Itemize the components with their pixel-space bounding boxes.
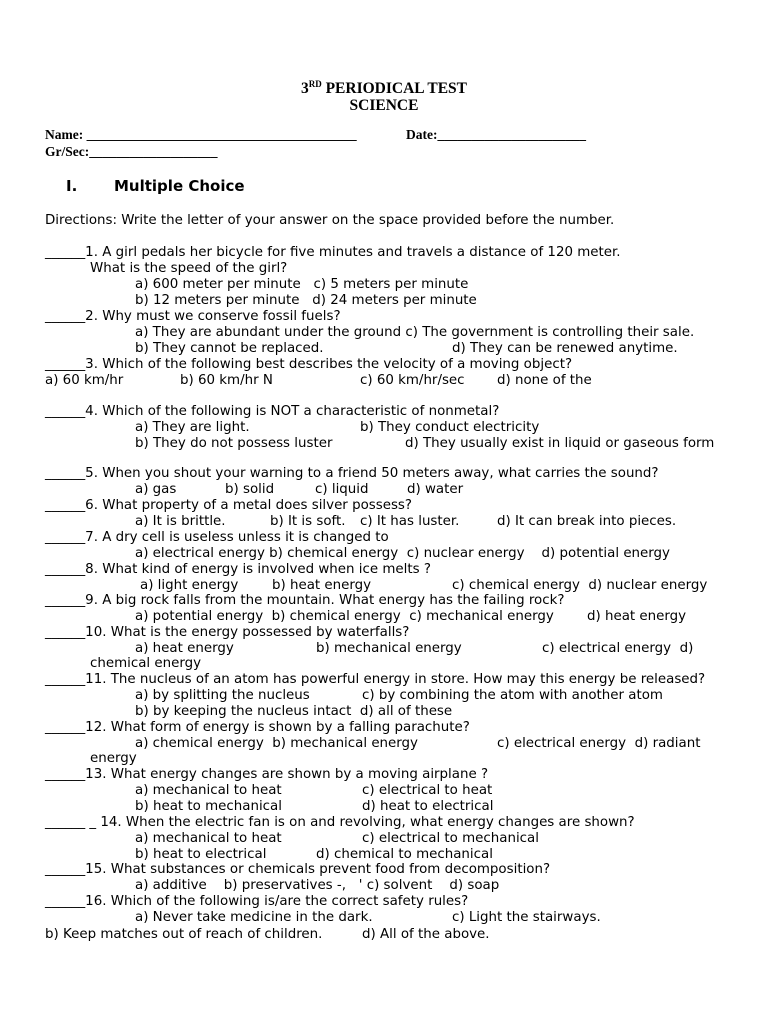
question-3-option-d: d) none of the — [497, 373, 592, 388]
question-13-option-d: d) heat to electrical — [362, 799, 494, 814]
question-9-stem: ______9. A big rock falls from the mountain. What energy has the failing rock? — [45, 593, 565, 608]
question-5-option-b: b) solid — [225, 482, 275, 497]
question-12-stem: ______12. What form of energy is shown by a falling parachute? — [45, 720, 470, 735]
subject-title: SCIENCE — [349, 97, 419, 114]
question-11-option-c: c) by combining the atom with another atom — [362, 688, 663, 703]
question-4-option-a: a) They are light. — [135, 420, 250, 435]
question-3-stem: ______3. Which of the following best describes the velocity of a moving object? — [45, 357, 573, 372]
question-12-option-d-wrap: energy — [90, 751, 137, 766]
title-text: PERIODICAL TEST — [321, 80, 468, 98]
question-10-option-a: a) heat energy — [135, 641, 234, 656]
test-title — [0, 79, 768, 98]
question-1-stem: ______1. A girl pedals her bicycle for five minutes and travels a distance of 120 meter. — [45, 245, 621, 260]
question-14-option-b: b) heat to electrical — [135, 847, 267, 862]
question-13-option-b: b) heat to mechanical — [135, 799, 282, 814]
question-15-options: a) additive b) preservatives -, ' c) solvent d) soap — [135, 878, 500, 893]
question-6-option-d: d) It can break into pieces. — [497, 514, 677, 529]
question-1-stem-cont: What is the speed of the girl? — [90, 261, 288, 276]
question-2-stem: ______2. Why must we conserve fossil fuels? — [45, 309, 341, 324]
question-2-option-b: b) They cannot be replaced. — [135, 341, 324, 356]
question-16-option-d: d) All of the above. — [362, 927, 490, 942]
question-4-option-b: b) They conduct electricity — [360, 420, 540, 435]
question-2-option-d: d) They can be renewed anytime. — [452, 341, 678, 356]
question-5-stem: ______5. When you shout your warning to a friend 50 meters away, what carries the sound? — [45, 466, 659, 481]
question-10-option-b: b) mechanical energy — [316, 641, 462, 656]
question-11-option-a: a) by splitting the nucleus — [135, 688, 310, 703]
question-2-options-ac: a) They are abundant under the ground c) The government is controlling their sale. — [135, 325, 695, 340]
grade-section-field[interactable]: Gr/Sec:___________________ — [45, 144, 218, 159]
question-1-options-ac: a) 600 meter per minute c) 5 meters per minute — [135, 277, 469, 292]
question-11-options-bd: b) by keeping the nucleus intact d) all of these — [135, 704, 453, 719]
question-16-option-c: c) Light the stairways. — [452, 910, 601, 925]
question-11-stem: ______11. The nucleus of an atom has powerful energy in store. How may this energy be released? — [45, 672, 706, 687]
question-12-options-ab: a) chemical energy b) mechanical energy — [135, 736, 418, 751]
question-1-options-bd: b) 12 meters per minute d) 24 meters per minute — [135, 293, 477, 308]
question-16-stem: ______16. Which of the following is/are the correct safety rules? — [45, 894, 469, 909]
question-4-stem: ______4. Which of the following is NOT a characteristic of nonmetal? — [45, 404, 500, 419]
question-12-options-cd: c) electrical energy d) radiant — [497, 736, 701, 751]
section-heading — [66, 177, 245, 195]
title-ordinal: 3 — [300, 80, 309, 98]
question-7-stem: ______7. A dry cell is useless unless it is changed to — [45, 530, 389, 545]
date-field[interactable]: Date:______________________ — [406, 127, 586, 142]
question-13-option-a: a) mechanical to heat — [135, 783, 282, 798]
question-5-option-d: d) water — [407, 482, 464, 497]
title-ordinal-suffix: RD — [308, 79, 322, 89]
question-15-stem: ______15. What substances or chemicals prevent food from decomposition? — [45, 862, 551, 877]
question-6-option-a: a) It is brittle. — [135, 514, 226, 529]
directions: Directions: Write the letter of your answer on the space provided before the number. — [45, 213, 615, 228]
question-8-option-b: b) heat energy — [272, 578, 372, 593]
question-9-option-d: d) heat energy — [587, 609, 687, 624]
question-14-option-a: a) mechanical to heat — [135, 831, 282, 846]
question-5-option-c: c) liquid — [315, 482, 369, 497]
question-13-stem: ______13. What energy changes are shown by a moving airplane ? — [45, 767, 489, 782]
question-5-option-a: a) gas — [135, 482, 177, 497]
question-8-option-a: a) light energy — [140, 578, 239, 593]
question-4-option-c: b) They do not possess luster — [135, 436, 333, 451]
question-14-stem: ______ _ 14. When the electric fan is on and revolving, what energy changes are shown? — [45, 815, 635, 830]
question-16-option-b: b) Keep matches out of reach of children. — [45, 927, 323, 942]
question-3-option-c: c) 60 km/hr/sec — [360, 373, 465, 388]
question-3-option-b: b) 60 km/hr N — [180, 373, 273, 388]
question-16-option-a: a) Never take medicine in the dark. — [135, 910, 373, 925]
question-3-option-a: a) 60 km/hr — [45, 373, 124, 388]
section-numeral: I. — [66, 177, 78, 195]
question-8-stem: ______8. What kind of energy is involved when ice melts ? — [45, 562, 431, 577]
question-9-options-abc: a) potential energy b) chemical energy c) mechanical energy — [135, 609, 554, 624]
question-7-options: a) electrical energy b) chemical energy c) nuclear energy d) potential energy — [135, 546, 670, 561]
question-10-options-cd: c) electrical energy d) — [542, 641, 694, 656]
name-field[interactable]: Name: ________________________________________ — [45, 127, 357, 142]
question-4-option-d: d) They usually exist in liquid or gaseous form — [405, 436, 715, 451]
question-6-option-c: c) It has luster. — [360, 514, 460, 529]
question-13-option-c: c) electrical to heat — [362, 783, 493, 798]
question-14-option-d: d) chemical to mechanical — [316, 847, 493, 862]
question-10-stem: ______10. What is the energy possessed by waterfalls? — [45, 625, 410, 640]
question-8-options-cd: c) chemical energy d) nuclear energy — [452, 578, 708, 593]
question-14-option-c: c) electrical to mechanical — [362, 831, 539, 846]
question-6-stem: ______6. What property of a metal does silver possess? — [45, 498, 413, 513]
question-10-option-d-wrap: chemical energy — [90, 656, 202, 671]
section-title: Multiple Choice — [114, 177, 245, 195]
question-6-option-b: b) It is soft. — [270, 514, 346, 529]
